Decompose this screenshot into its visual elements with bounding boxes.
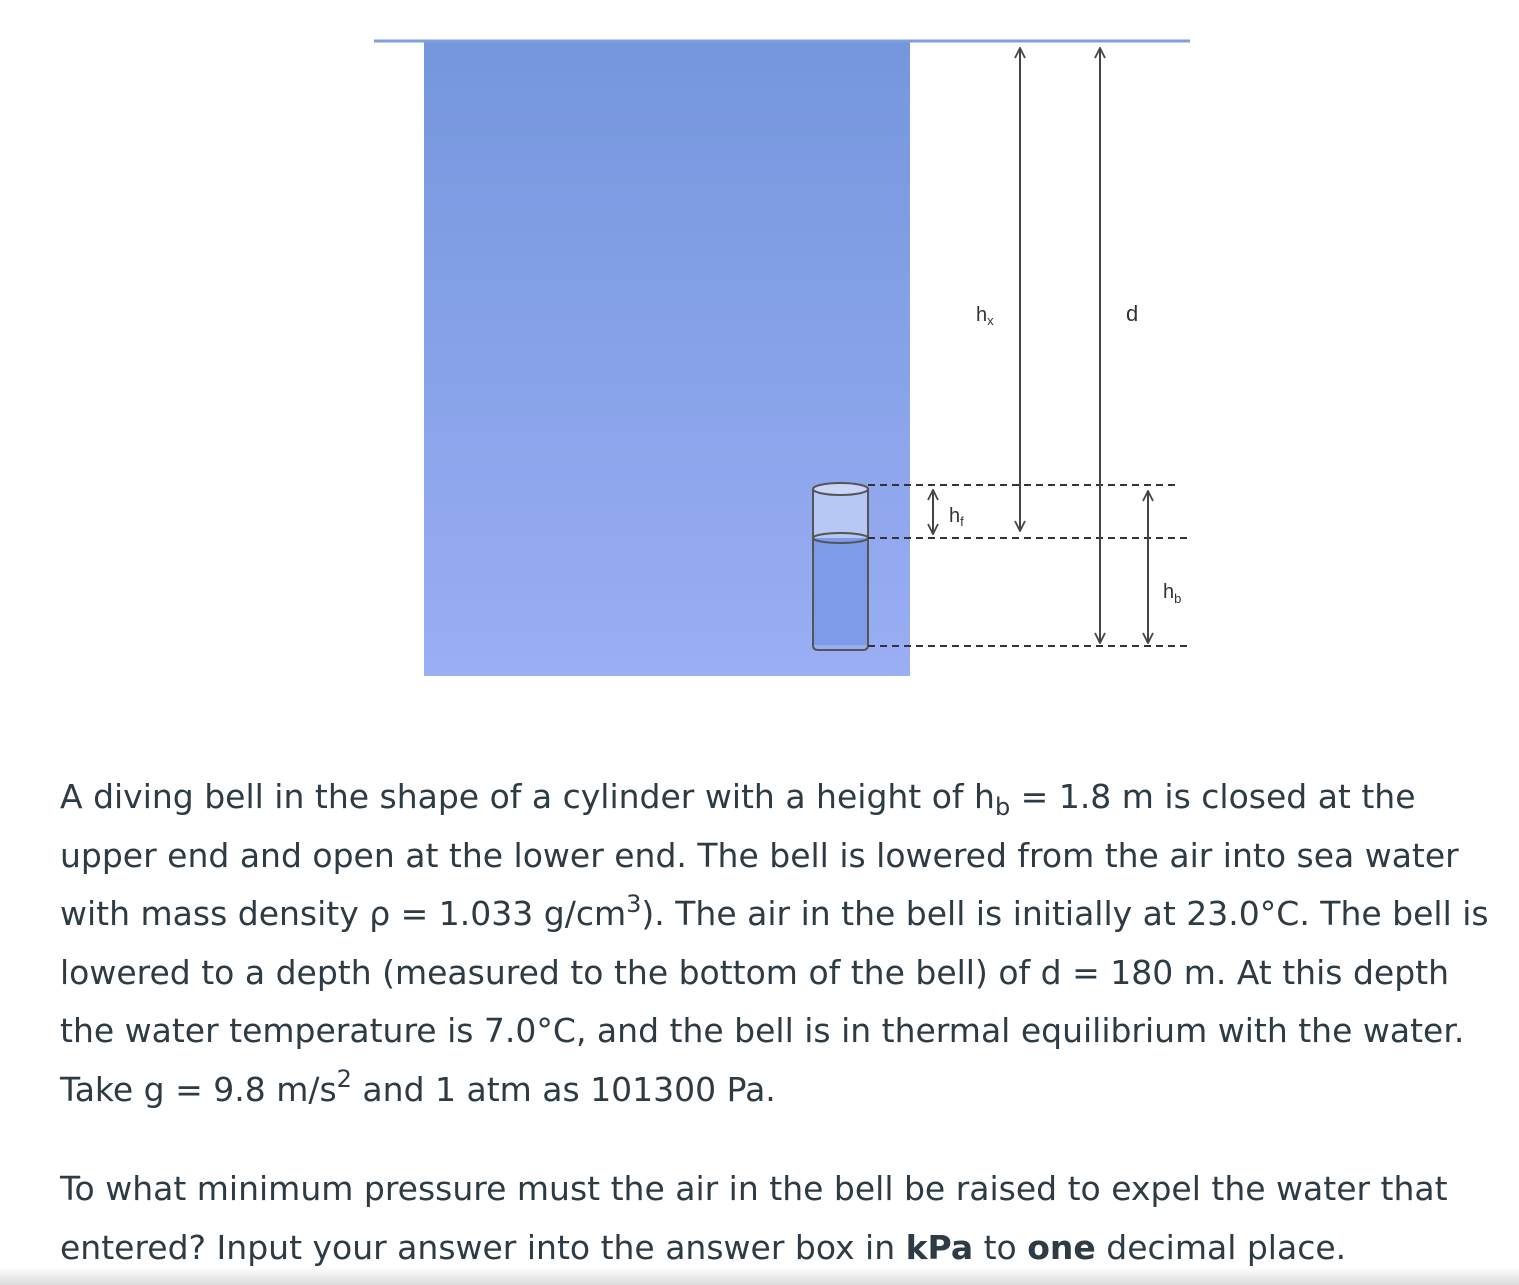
hx-label: $h_x$ (976, 304, 994, 328)
problem-description: A diving bell in the shape of a cylinder with a height of $h_b = 1.8$ m is closed at the upper end and open at the lower end. The bell is lowered from the air into sea water with mass density ρ = 1.033 $g/cm^3$). The air in the bell is initially at 23.0°C. The bell is lowered to a depth (measured to the bottom of the bell) of d = 180 m. At this depth the water temperature is 7.0°C, and the bell is in thermal equilibrium with the water. Take g = 9.8 $m/s^2$ and 1 atm as 101300 Pa. (60, 777, 1489, 1109)
bell-air-region (813, 489, 868, 538)
hf-label: $h_f$ (949, 505, 964, 529)
reference-lines (868, 485, 1190, 646)
problem-question: To what minimum pressure must the air in the bell be raised to expel the water that entered? Input your answer into the answer box in kPa to one decimal place. (60, 1169, 1448, 1267)
bell-water-region (813, 538, 868, 645)
problem-statement (60, 768, 1500, 1277)
diving-bell (813, 483, 868, 650)
precision-emphasis: one (1027, 1227, 1096, 1267)
hb-label: $h_b$ (1163, 581, 1182, 606)
unit-emphasis: kPa (905, 1227, 974, 1267)
dimension-arrows (933, 48, 1148, 643)
bell-top-cap (813, 483, 868, 495)
d-label: d (1126, 301, 1139, 326)
bottom-fade-shadow (0, 1267, 1519, 1285)
